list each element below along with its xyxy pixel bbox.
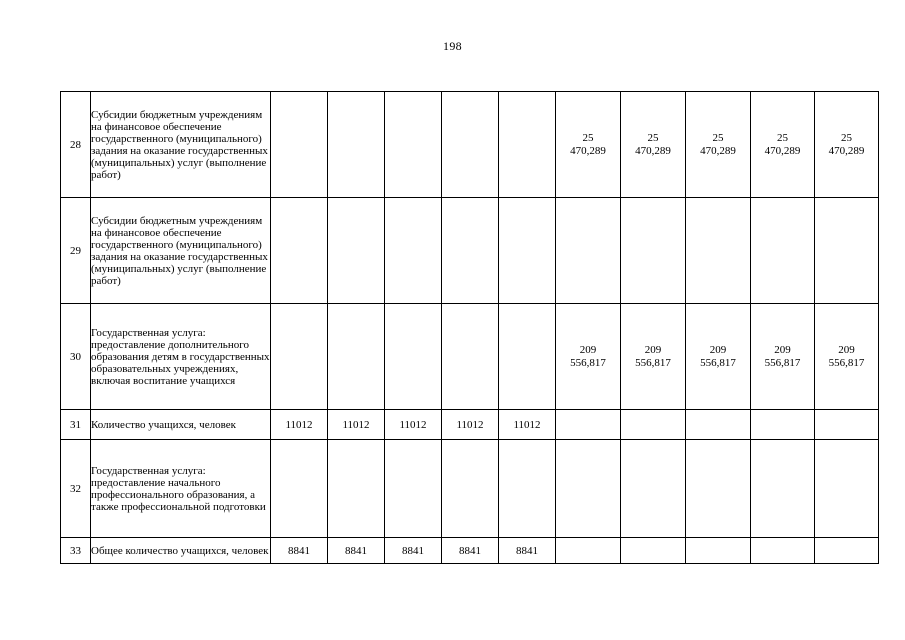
amount-cell	[815, 92, 879, 198]
row-description: Количество учащихся, человек	[91, 410, 271, 440]
amount-frac: 556,817	[635, 356, 671, 369]
amount-frac: 470,289	[635, 144, 671, 157]
count-cell	[328, 440, 385, 538]
count-cell	[499, 440, 556, 538]
amount-cell	[556, 440, 621, 538]
amount-frac: 556,817	[828, 356, 865, 369]
row-number: 31	[61, 410, 91, 440]
amount-cell	[815, 410, 879, 440]
amount-int: 209	[709, 343, 727, 356]
count-cell	[271, 92, 328, 198]
count-cell: 8841	[271, 538, 328, 564]
row-number: 33	[61, 538, 91, 564]
amount-frac: 556,817	[700, 356, 736, 369]
amount-cell	[556, 538, 621, 564]
count-cell: 8841	[385, 538, 442, 564]
amount-cell	[686, 92, 751, 198]
row-number: 30	[61, 304, 91, 410]
amount-cell	[751, 410, 815, 440]
count-cell	[442, 198, 499, 304]
amount-cell	[751, 440, 815, 538]
amount-cell	[815, 304, 879, 410]
count-cell	[499, 92, 556, 198]
row-number: 28	[61, 92, 91, 198]
amount-cell	[556, 304, 621, 410]
row-description: Государственная услуга: предоставление дополнительного образования детям в государственных образовательных учреждениях, включая воспитание учащихся	[91, 304, 271, 410]
amount-cell	[751, 198, 815, 304]
count-cell: 11012	[271, 410, 328, 440]
count-cell	[442, 440, 499, 538]
table-row	[61, 198, 879, 304]
count-cell: 8841	[442, 538, 499, 564]
row-description: Субсидии бюджетным учреждениям на финансовое обеспечение государственного (муниципального) задания на оказание государственных (муниципальных) услуг (выполнение работ)	[91, 198, 271, 304]
count-cell	[328, 304, 385, 410]
count-cell	[271, 198, 328, 304]
amount-cell	[815, 198, 879, 304]
amount-cell	[621, 440, 686, 538]
count-cell: 11012	[442, 410, 499, 440]
amount-cell	[621, 198, 686, 304]
count-cell	[385, 198, 442, 304]
table-row	[61, 410, 879, 440]
count-cell	[499, 304, 556, 410]
table-row	[61, 304, 879, 410]
amount-cell	[686, 304, 751, 410]
amount-int: 25	[841, 131, 852, 144]
amount-cell	[621, 92, 686, 198]
count-cell: 11012	[328, 410, 385, 440]
amount-cell	[751, 304, 815, 410]
amount-cell	[815, 538, 879, 564]
amount-cell	[751, 538, 815, 564]
amount-frac: 556,817	[570, 356, 606, 369]
row-description: Субсидии бюджетным учреждениям на финансовое обеспечение государственного (муниципального) задания на оказание государственных (муниципальных) услуг (выполнение работ)	[91, 92, 271, 198]
amount-int: 25	[712, 131, 724, 144]
amount-int: 25	[582, 131, 594, 144]
row-description: Общее количество учащихся, человек	[91, 538, 271, 564]
amount-int: 209	[838, 343, 855, 356]
amount-int: 209	[644, 343, 662, 356]
amount-cell	[815, 440, 879, 538]
amount-cell	[686, 410, 751, 440]
count-cell	[271, 440, 328, 538]
count-cell	[442, 304, 499, 410]
row-number: 32	[61, 440, 91, 538]
count-cell	[385, 304, 442, 410]
row-number: 29	[61, 198, 91, 304]
amount-cell	[621, 538, 686, 564]
amount-cell	[556, 410, 621, 440]
count-cell	[271, 304, 328, 410]
row-description: Государственная услуга: предоставление начального профессионального образования, а также профессиональной подготовки	[91, 440, 271, 538]
count-cell: 11012	[385, 410, 442, 440]
amount-int: 209	[774, 343, 791, 356]
amount-cell	[621, 410, 686, 440]
amount-frac: 470,289	[828, 144, 865, 157]
amount-cell	[621, 304, 686, 410]
amount-frac: 470,289	[700, 144, 736, 157]
amount-frac: 470,289	[570, 144, 606, 157]
count-cell: 8841	[328, 538, 385, 564]
count-cell	[499, 198, 556, 304]
count-cell: 11012	[499, 410, 556, 440]
amount-int: 209	[579, 343, 597, 356]
amount-cell	[751, 92, 815, 198]
amount-cell	[556, 92, 621, 198]
amount-cell	[556, 198, 621, 304]
budget-table	[60, 91, 879, 564]
count-cell: 8841	[499, 538, 556, 564]
count-cell	[442, 92, 499, 198]
amount-int: 25	[647, 131, 659, 144]
count-cell	[328, 92, 385, 198]
table-row	[61, 92, 879, 198]
amount-frac: 470,289	[764, 144, 801, 157]
count-cell	[385, 92, 442, 198]
amount-frac: 556,817	[764, 356, 801, 369]
amount-cell	[686, 440, 751, 538]
amount-cell	[686, 198, 751, 304]
count-cell	[328, 198, 385, 304]
page-number: 198	[443, 39, 462, 53]
amount-cell	[686, 538, 751, 564]
count-cell	[385, 440, 442, 538]
table-row	[61, 538, 879, 564]
table-row	[61, 440, 879, 538]
amount-int: 25	[777, 131, 788, 144]
